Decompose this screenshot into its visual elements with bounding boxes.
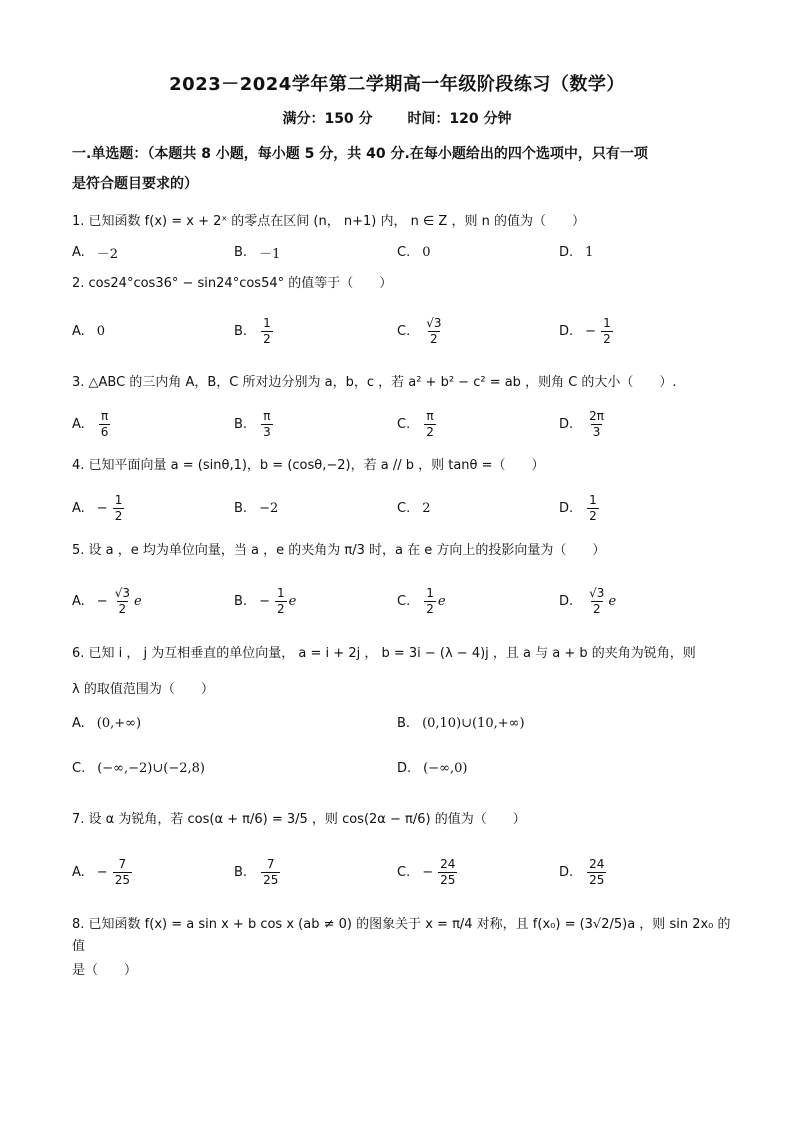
- section-heading: [72, 139, 722, 199]
- fraction: $\frac{1}{2}$: [589, 492, 597, 523]
- option-c[interactable]: C. 0: [397, 244, 431, 260]
- option-d[interactable]: D. (−∞,0): [397, 760, 468, 776]
- option-b[interactable]: B. $\frac{\pi}{3}$: [234, 408, 271, 439]
- fraction: $\frac{1}{2}$: [276, 585, 285, 616]
- option-a[interactable]: A. －2: [72, 244, 119, 262]
- question-7-options: [72, 852, 732, 892]
- option-a[interactable]: A. $\frac{\pi}{6}$: [72, 408, 109, 439]
- fraction: $\frac{2\pi}{3}$: [589, 408, 605, 439]
- fraction: $\frac{√3}{2}$: [426, 315, 442, 346]
- question-3-stem: 3. △ABC 的三内角 A，B，C 所对边分别为 a，b，c ，若 a² + b² − c² = ab ，则角 C 的大小（ ）.: [72, 375, 677, 390]
- question-1-options: [72, 232, 732, 272]
- fraction: $\frac{1}{2}$: [603, 315, 611, 346]
- option-c[interactable]: C. 2: [397, 500, 431, 516]
- option-d[interactable]: D. $\frac{√3}{2}$ e: [559, 585, 617, 616]
- fraction: $\frac{\pi}{3}$: [263, 408, 271, 439]
- fraction: $\frac{24}{25}$: [589, 856, 605, 887]
- fraction: $\frac{1}{2}$: [426, 585, 434, 616]
- option-b[interactable]: B. $\frac{1}{2}$: [234, 315, 271, 346]
- question-4-options: [72, 488, 732, 528]
- full-score: 满分：150 分: [282, 111, 373, 127]
- option-b[interactable]: B. −2: [234, 500, 279, 516]
- section-heading-line2: 是符合题目要求的）: [72, 176, 198, 192]
- time-limit: 时间：120 分钟: [407, 111, 512, 127]
- fraction: $\frac{7}{25}$: [114, 856, 130, 887]
- fraction: $\frac{\pi}{6}$: [100, 408, 109, 439]
- question-8-stem-line1: 8. 已知函数 f(x) = a sin x + b cos x (ab ≠ 0) 的图象关于 x = π/4 对称，且 f(x₀) = (3√2/5)a ，则 sin 2x₀ 的值: [72, 917, 731, 954]
- question-6-stem-line2: λ 的取值范围为（ ）: [72, 682, 214, 697]
- option-a[interactable]: A. 0: [72, 323, 106, 339]
- option-b[interactable]: B. − $\frac{1}{2}$ e: [234, 585, 297, 616]
- option-c[interactable]: C. $\frac{\pi}{2}$: [397, 408, 434, 439]
- option-d[interactable]: D. − $\frac{1}{2}$: [559, 315, 611, 346]
- question-6-options-row1: [72, 703, 732, 743]
- question-2-stem: 2. cos24°cos36° − sin24°cos54° 的值等于（ ）: [72, 276, 393, 291]
- option-c[interactable]: C. $\frac{√3}{2}$: [397, 315, 442, 346]
- exam-meta: [0, 108, 794, 128]
- question-5-options: [72, 581, 732, 621]
- option-d[interactable]: D. $\frac{1}{2}$: [559, 492, 597, 523]
- option-b[interactable]: B. $\frac{7}{25}$: [234, 856, 279, 887]
- option-b[interactable]: B. (0,10)∪(10,+∞): [397, 715, 525, 731]
- option-d[interactable]: D. 1: [559, 244, 594, 260]
- option-a[interactable]: A. − $\frac{1}{2}$: [72, 492, 123, 523]
- question-7-stem: 7. 设 α 为锐角，若 cos(α + π/6) = 3/5 ，则 cos(2α − π/6) 的值为（ ）: [72, 812, 526, 827]
- fraction: $\frac{1}{2}$: [114, 492, 123, 523]
- question-6-options-row2: [72, 748, 732, 788]
- question-1-stem: 1. 已知函数 f(x) = x + 2ˣ 的零点在区间 (n， n+1) 内， n ∈ Z ，则 n 的值为（ ）: [72, 214, 585, 229]
- option-c[interactable]: C. $\frac{1}{2}$ e: [397, 585, 446, 616]
- section-heading-line1: 一.单选题：（本题共 8 小题，每小题 5 分，共 40 分.在每小题给出的四个选项中，只有一项: [72, 146, 648, 162]
- question-6-stem-line1: 6. 已知 i ， j 为互相垂直的单位向量， a = i + 2j ， b = 3i − (λ − 4)j ，且 a 与 a + b 的夹角为锐角，则: [72, 646, 696, 661]
- option-a[interactable]: A. (0,+∞): [72, 715, 142, 731]
- option-b[interactable]: B. －1: [234, 244, 281, 262]
- fraction: $\frac{√3}{2}$: [589, 585, 605, 616]
- option-a[interactable]: A. − $\frac{√3}{2}$ e: [72, 585, 142, 616]
- question-5-stem: 5. 设 a ，e 均为单位向量，当 a ，e 的夹角为 π/3 时，a 在 e 方向上的投影向量为（ ）: [72, 543, 606, 558]
- fraction: $\frac{\pi}{2}$: [426, 408, 434, 439]
- option-d[interactable]: D. $\frac{2\pi}{3}$: [559, 408, 605, 439]
- exam-title: 2023－2024学年第二学期高一年级阶段练习（数学）: [169, 74, 625, 95]
- fraction: $\frac{√3}{2}$: [114, 585, 130, 616]
- option-a[interactable]: A. − $\frac{7}{25}$: [72, 856, 130, 887]
- option-c[interactable]: C. − $\frac{24}{25}$: [397, 856, 456, 887]
- option-d[interactable]: D. $\frac{24}{25}$: [559, 856, 605, 887]
- question-2-options: [72, 311, 732, 351]
- option-c[interactable]: C. (−∞,−2)∪(−2,8): [72, 760, 205, 776]
- fraction: $\frac{1}{2}$: [263, 315, 271, 346]
- question-4-stem: 4. 已知平面向量 a = (sinθ,1)，b = (cosθ,−2)，若 a // b ，则 tanθ =（ ）: [72, 458, 545, 473]
- question-3-options: [72, 404, 732, 444]
- fraction: $\frac{7}{25}$: [263, 856, 279, 887]
- fraction: $\frac{24}{25}$: [440, 856, 456, 887]
- question-8-stem-line2: 是（ ）: [72, 963, 138, 978]
